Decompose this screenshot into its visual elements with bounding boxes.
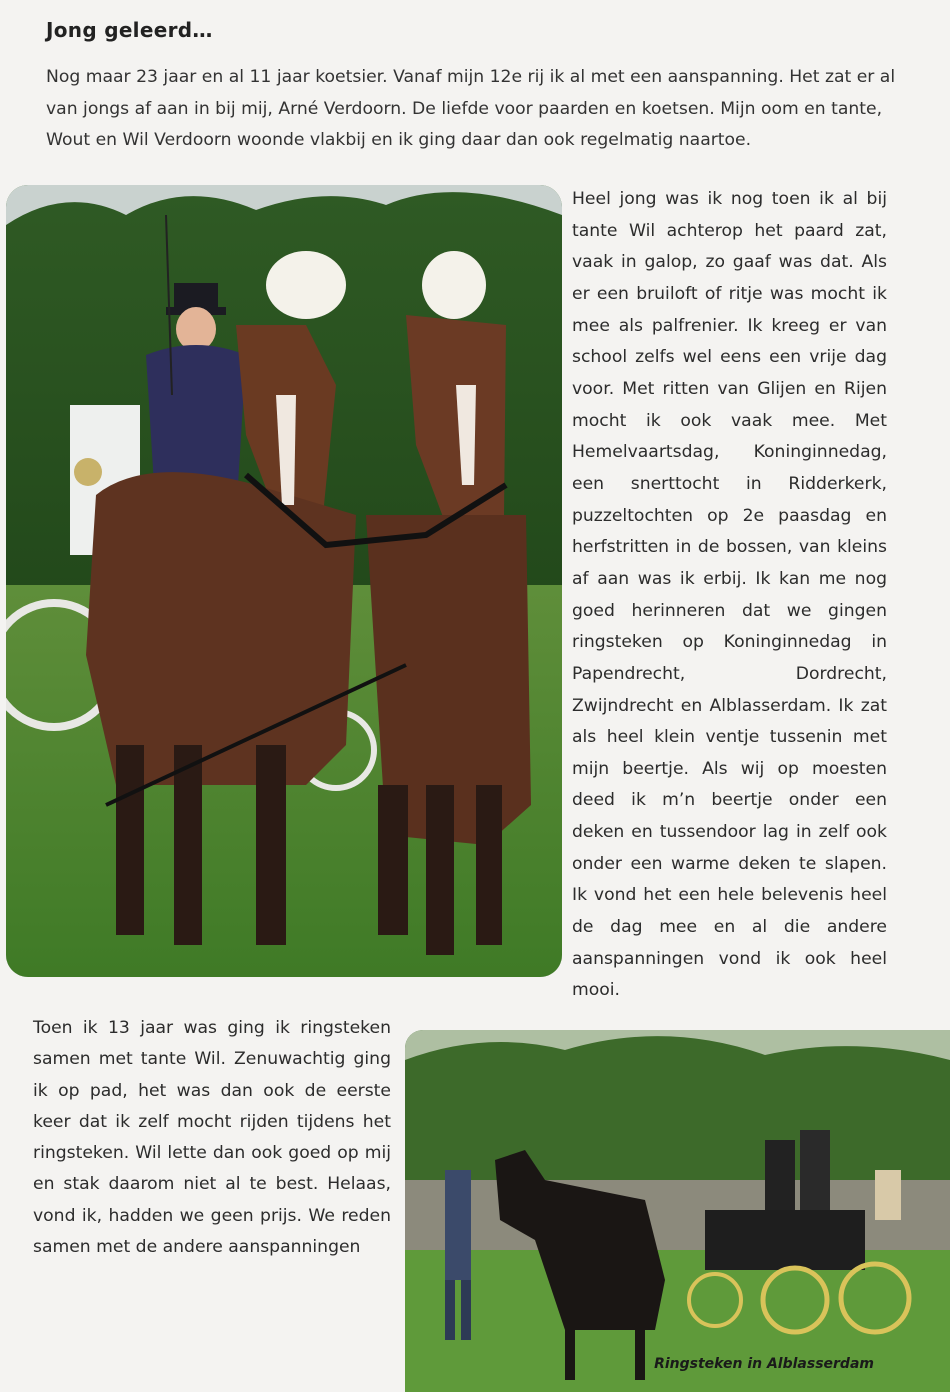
main-photo-two-horses — [6, 185, 562, 977]
bottom-column-text: Toen ik 13 jaar was ging ik ringsteken samen met tante Wil. Zenuwachtig ging ik op pad, het was dan ook de eerste keer dat ik zelf mocht rijden tijdens het ringsteken. Wil lette dan ook goed op mij en stak daarom niet al te best. Helaas, vond ik, hadden we geen prijs. We reden samen met de andere aanspanningen — [33, 1018, 391, 1258]
horses-illustration — [6, 185, 562, 977]
ringsteken-photo — [405, 1030, 950, 1392]
photo-caption: Ringsteken in Alblasserdam — [654, 1356, 874, 1372]
article-title: Jong geleerd… — [46, 18, 213, 42]
right-column-text: Heel jong was ik nog toen ik al bij tante Wil achterop het paard zat, vaak in galop, zo gaaf was dat. Als er een bruiloft of ritje was mocht ik mee als palfrenier. Ik kreeg er van school zelfs wel eens een vrije dag voor. Met ritten van Glijen en Rijen mocht ik ook vaak mee. Met Hemelvaartsdag, Koninginnedag, een snerttocht in Ridderkerk, puzzeltochten op 2e paasdag en herfstritten in de bossen, van kleins af aan was ik erbij. Ik kan me nog goed herinneren dat we gingen ringsteken op Koninginnedag in Papendrecht, Dordrecht, Zwijndrecht en Alblasserdam. Ik zat als heel klein ventje tussenin met mijn beertje. Als wij op moesten deed ik m’n beertje onder een deken en tussendoor lag in zelf ook onder een warme deken te slapen. Ik vond het een hele belevenis heel de dag mee en al die andere aanspanningen vond ik ook heel mooi. — [572, 189, 887, 1001]
intro-paragraph: Nog maar 23 jaar en al 11 jaar koetsier. Vanaf mijn 12e rij ik al met een aanspanning. Het zat er al van jongs af aan in bij mij, Arné Verdoorn. De liefde voor paarden en koetsen. Mijn oom en tante, Wout en Wil Verdoorn woonde vlakbij en ik ging daar dan ook regelmatig naartoe. — [46, 67, 896, 150]
ringsteken-illustration — [405, 1030, 950, 1392]
